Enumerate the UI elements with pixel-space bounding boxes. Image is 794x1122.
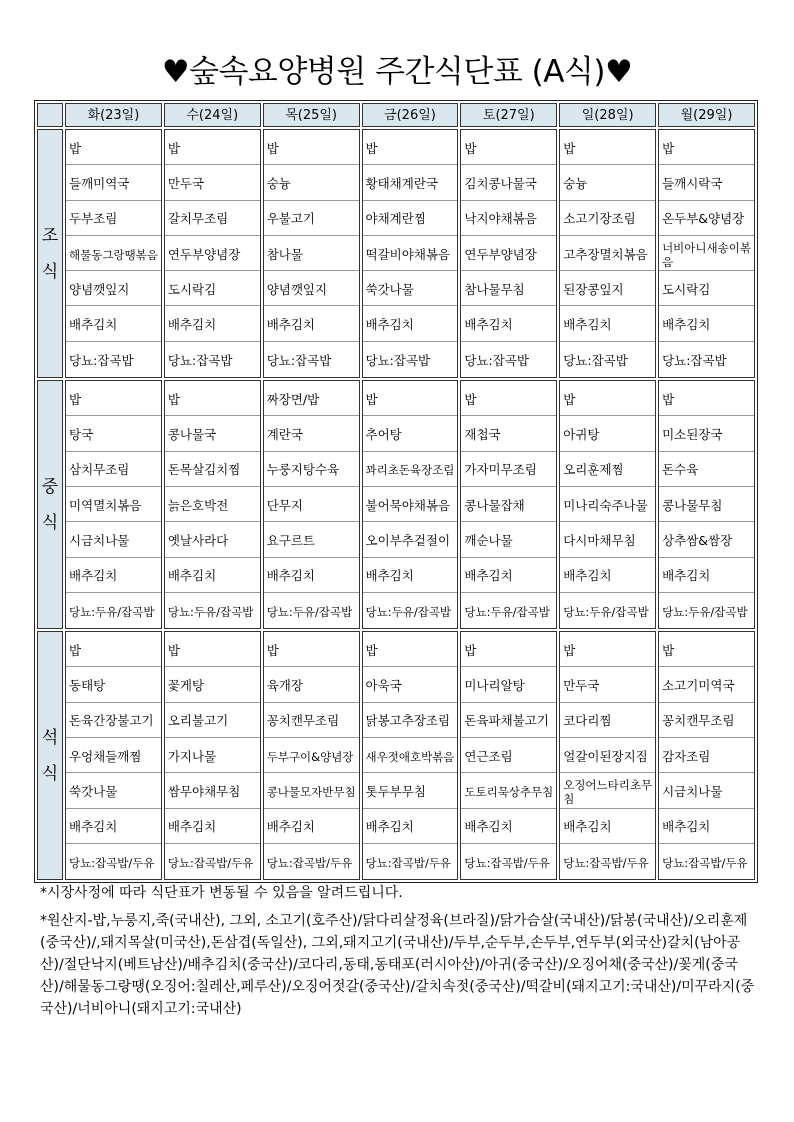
- menu-item: 참나물: [264, 236, 359, 271]
- menu-item: 배추김치: [363, 306, 458, 341]
- menu-item: 배추김치: [461, 306, 556, 341]
- menu-item: 만두국: [560, 667, 655, 702]
- menu-item: 꽈리초돈육장조림: [363, 452, 458, 487]
- meal-label-char: 중: [41, 476, 59, 497]
- menu-item: 고추장멸치볶음: [560, 236, 655, 271]
- menu-item: 당뇨:잡곡밥: [563, 352, 628, 368]
- menu-item: 오리불고기: [165, 703, 260, 738]
- menu-item: 배추김치: [560, 809, 655, 844]
- day-header: 월(29일): [658, 103, 755, 127]
- menu-item: 당뇨:잡곡밥: [464, 352, 529, 368]
- menu-item: 밥: [461, 130, 556, 165]
- menu-item: 소고기장조림: [560, 201, 655, 236]
- menu-item: 배추김치: [66, 809, 161, 844]
- menu-day-cell: [460, 129, 557, 378]
- day-header-row: [37, 103, 755, 127]
- menu-item: 밥: [461, 381, 556, 416]
- menu-item: 참나물무침: [461, 271, 556, 306]
- day-header: 목(25일): [263, 103, 360, 127]
- menu-item: 꽁치캔무조림: [659, 703, 754, 738]
- menu-item: 두부조림: [66, 201, 161, 236]
- menu-item: 온두부&양념장: [659, 201, 754, 236]
- menu-item: 삼치무조림: [66, 452, 161, 487]
- day-header: 수(24일): [164, 103, 261, 127]
- menu-day-cell: [559, 129, 656, 378]
- menu-item: 계란국: [264, 416, 359, 451]
- menu-item: 상추쌈&쌈장: [659, 522, 754, 557]
- menu-item: 밥: [165, 130, 260, 165]
- meal-row: [37, 380, 755, 629]
- menu-item: 배추김치: [165, 558, 260, 593]
- menu-day-cell: [263, 631, 360, 880]
- menu-item: 시금치나물: [659, 773, 754, 808]
- menu-item: 돈육파채불고기: [461, 703, 556, 738]
- menu-day-cell: [460, 631, 557, 880]
- menu-item: 얼갈이된장지짐: [560, 738, 655, 773]
- menu-item: 누룽지탕수육: [264, 452, 359, 487]
- menu-day-cell: [362, 380, 459, 629]
- menu-item: 양념깻잎지: [66, 271, 161, 306]
- menu-day-cell: [65, 129, 162, 378]
- menu-item: 탕국: [66, 416, 161, 451]
- menu-item: 다시마채무침: [560, 522, 655, 557]
- menu-item: 당뇨:두유/잡곡밥: [266, 605, 353, 619]
- menu-item: 밥: [66, 130, 161, 165]
- menu-item: 밥: [560, 130, 655, 165]
- menu-item: 시금치나물: [66, 522, 161, 557]
- menu-item: 갈치무조림: [165, 201, 260, 236]
- menu-item: 추어탕: [363, 416, 458, 451]
- menu-item: 황태채계란국: [363, 165, 458, 200]
- menu-item: 오징어느타리초무침: [560, 773, 655, 808]
- menu-item: 동태탕: [66, 667, 161, 702]
- menu-day-cell: [164, 380, 261, 629]
- menu-day-cell: [164, 631, 261, 880]
- menu-item: 당뇨:잡곡밥: [167, 352, 233, 368]
- menu-item: 우엉채들깨찜: [66, 738, 161, 773]
- menu-item: 미나리알탕: [461, 667, 556, 702]
- meal-label-char: 조: [41, 225, 59, 246]
- menu-item: 밥: [264, 130, 359, 165]
- menu-item: 육개장: [264, 667, 359, 702]
- menu-item: 당뇨:두유/잡곡밥: [464, 605, 550, 619]
- menu-day-cell: [658, 129, 755, 378]
- menu-item: 미소된장국: [659, 416, 754, 451]
- meal-label-char: 식: [41, 763, 59, 784]
- menu-item: 밥: [363, 381, 458, 416]
- menu-item: 닭봉고추장조림: [363, 703, 458, 738]
- notes-section: [40, 882, 760, 1026]
- menu-day-cell: [164, 129, 261, 378]
- menu-item: 밥: [659, 632, 754, 667]
- menu-item: 밥: [363, 130, 458, 165]
- menu-item: 밥: [264, 632, 359, 667]
- menu-day-cell: [263, 129, 360, 378]
- menu-item: 가지나물: [165, 738, 260, 773]
- menu-item: 배추김치: [560, 558, 655, 593]
- notice-text: *시장사정에 따라 식단표가 변동될 수 있음을 알려드립니다.: [40, 885, 403, 901]
- menu-item: 연두부양념장: [165, 236, 260, 271]
- menu-item: 양념깻잎지: [264, 271, 359, 306]
- weekly-menu-table: [34, 100, 758, 883]
- menu-item: 꽃게탕: [165, 667, 260, 702]
- day-header: 금(26일): [362, 103, 459, 127]
- menu-item: 배추김치: [461, 558, 556, 593]
- menu-item: 당뇨:잡곡밥/두유: [563, 856, 649, 871]
- menu-item: 콩나물무침: [659, 487, 754, 522]
- menu-item: 당뇨:잡곡밥/두유: [464, 856, 550, 871]
- menu-item: 밥: [66, 381, 161, 416]
- menu-item: 배추김치: [461, 809, 556, 844]
- menu-item: 감자조림: [659, 738, 754, 773]
- menu-item: 만두국: [165, 165, 260, 200]
- menu-day-cell: [559, 380, 656, 629]
- menu-item: 너비아니새송이볶음: [659, 236, 754, 271]
- menu-item: 배추김치: [659, 306, 754, 341]
- menu-item: 도토리묵상추무침: [461, 773, 556, 808]
- menu-day-cell: [658, 380, 755, 629]
- menu-item: 배추김치: [659, 558, 754, 593]
- menu-item: 톳두부무침: [363, 773, 458, 808]
- menu-item: 당뇨:두유/잡곡밥: [69, 605, 155, 619]
- menu-day-cell: [460, 380, 557, 629]
- origin-text: *원산지-밥,누룽지,죽(국내산), 그외, 소고기(호주산)/닭다리살정육(브라질)/닭가슴살(국내산)/닭봉(국내산)/오리훈제(중국산)/,돼지목살(미국산),돈삼겹(독일산), 그외,돼지고기(국내산)/두부,순두부,손두부,연두부(외국산)갈치(남아공산)/절단낙지(베트남산)/배추김치(중국산)/코다리,동태,동태포(러시아산)/아귀(중국산)/오징어채(중국산)/꽃게(중국산)/해물동그랑땡(오징어:칠레산,페루산)/오징어젓갈(중국산)/갈치속젓(중국산)/떡갈비(돼지고기:국내산)/미꾸라지(중국산)/너비아니(돼지고기:국내산): [40, 913, 755, 1017]
- menu-item: 배추김치: [363, 809, 458, 844]
- menu-item: 쑥갓나물: [363, 271, 458, 306]
- menu-item: 우불고기: [264, 201, 359, 236]
- menu-item: 된장콩잎지: [560, 271, 655, 306]
- menu-item: 배추김치: [363, 558, 458, 593]
- menu-item: 도시락김: [165, 271, 260, 306]
- menu-item: 배추김치: [66, 306, 161, 341]
- menu-item: 단무지: [264, 487, 359, 522]
- menu-item: 들깨미역국: [66, 165, 161, 200]
- menu-item: 야채계란찜: [363, 201, 458, 236]
- menu-item: 당뇨:두유/잡곡밥: [167, 605, 254, 619]
- menu-item: 당뇨:잡곡밥/두유: [266, 856, 353, 871]
- menu-item: 떡갈비야채볶음: [363, 236, 458, 271]
- menu-item: 옛날사라다: [165, 522, 260, 557]
- menu-item: 배추김치: [264, 306, 359, 341]
- menu-item: 아욱국: [363, 667, 458, 702]
- menu-item: 배추김치: [659, 809, 754, 844]
- menu-item: 밥: [165, 632, 260, 667]
- day-header: 화(23일): [65, 103, 162, 127]
- menu-item: 배추김치: [165, 306, 260, 341]
- menu-item: 코다리찜: [560, 703, 655, 738]
- menu-item: 늙은호박전: [165, 487, 260, 522]
- menu-item: 꽁치캔무조림: [264, 703, 359, 738]
- day-header: 토(27일): [460, 103, 557, 127]
- menu-item: 짜장면/밥: [264, 381, 359, 416]
- menu-item: 깨순나물: [461, 522, 556, 557]
- menu-item: 콩나물잡채: [461, 487, 556, 522]
- menu-day-cell: [658, 631, 755, 880]
- page-title: ♥숲속요양병원 주간식단표 (A식)♥: [161, 54, 633, 90]
- menu-item: 김치콩나물국: [461, 165, 556, 200]
- meal-label: [37, 129, 63, 378]
- day-header: 일(28일): [559, 103, 656, 127]
- menu-day-cell: [559, 631, 656, 880]
- menu-item: 불어묵야채볶음: [363, 487, 458, 522]
- menu-item: 밥: [165, 381, 260, 416]
- menu-item: 밥: [560, 381, 655, 416]
- menu-item: 쑥갓나물: [66, 773, 161, 808]
- menu-item: 당뇨:잡곡밥/두유: [365, 856, 452, 871]
- menu-item: 연두부양념장: [461, 236, 556, 271]
- menu-item: 배추김치: [560, 306, 655, 341]
- menu-item: 오리훈제찜: [560, 452, 655, 487]
- menu-item: 돈목살김치찜: [165, 452, 260, 487]
- menu-item: 재첩국: [461, 416, 556, 451]
- menu-item: 밥: [363, 632, 458, 667]
- menu-item: 배추김치: [165, 809, 260, 844]
- menu-item: 숭늉: [560, 165, 655, 200]
- menu-item: 당뇨:잡곡밥/두유: [662, 856, 748, 871]
- menu-item: 들깨시락국: [659, 165, 754, 200]
- menu-item: 소고기미역국: [659, 667, 754, 702]
- menu-day-cell: [362, 129, 459, 378]
- menu-item: 아귀탕: [560, 416, 655, 451]
- menu-item: 당뇨:잡곡밥: [69, 352, 134, 368]
- menu-item: 낙지야채볶음: [461, 201, 556, 236]
- menu-item: 숭늉: [264, 165, 359, 200]
- menu-item: 두부구이&양념장: [264, 738, 359, 773]
- menu-item: 미나리숙주나물: [560, 487, 655, 522]
- menu-item: 배추김치: [264, 558, 359, 593]
- corner-cell: [37, 103, 63, 127]
- menu-item: 당뇨:두유/잡곡밥: [662, 605, 748, 619]
- menu-item: 당뇨:잡곡밥: [365, 352, 431, 368]
- menu-item: 밥: [659, 381, 754, 416]
- meal-label: [37, 380, 63, 629]
- menu-item: 콩나물국: [165, 416, 260, 451]
- menu-day-cell: [65, 631, 162, 880]
- menu-item: 배추김치: [264, 809, 359, 844]
- menu-item: 해물동그랑땡볶음: [66, 236, 161, 271]
- meal-label-char: 식: [41, 261, 59, 282]
- menu-item: 연근조림: [461, 738, 556, 773]
- menu-item: 돈수육: [659, 452, 754, 487]
- meal-row: [37, 129, 755, 378]
- menu-item: 밥: [659, 130, 754, 165]
- menu-item: 밥: [66, 632, 161, 667]
- menu-item: 당뇨:잡곡밥: [266, 352, 332, 368]
- menu-item: 미역멸치볶음: [66, 487, 161, 522]
- menu-item: 배추김치: [66, 558, 161, 593]
- menu-day-cell: [362, 631, 459, 880]
- menu-item: 당뇨:두유/잡곡밥: [563, 605, 649, 619]
- menu-day-cell: [263, 380, 360, 629]
- menu-item: 요구르트: [264, 522, 359, 557]
- meal-label-char: 식: [41, 512, 59, 533]
- menu-item: 당뇨:잡곡밥: [662, 352, 727, 368]
- menu-item: 도시락김: [659, 271, 754, 306]
- menu-item: 당뇨:잡곡밥/두유: [69, 856, 155, 871]
- menu-item: 돈육간장불고기: [66, 703, 161, 738]
- menu-item: 당뇨:잡곡밥/두유: [167, 856, 254, 871]
- menu-item: 새우젓애호박볶음: [363, 738, 458, 773]
- menu-item: 오이부추겉절이: [363, 522, 458, 557]
- menu-item: 당뇨:두유/잡곡밥: [365, 605, 452, 619]
- menu-item: 밥: [461, 632, 556, 667]
- menu-item: 밥: [560, 632, 655, 667]
- meal-row: [37, 631, 755, 880]
- menu-item: 가자미무조림: [461, 452, 556, 487]
- meal-label-char: 석: [41, 727, 59, 748]
- meal-label: [37, 631, 63, 880]
- menu-day-cell: [65, 380, 162, 629]
- menu-item: 쌈무야채무침: [165, 773, 260, 808]
- menu-item: 콩나물모자반무침: [264, 773, 359, 808]
